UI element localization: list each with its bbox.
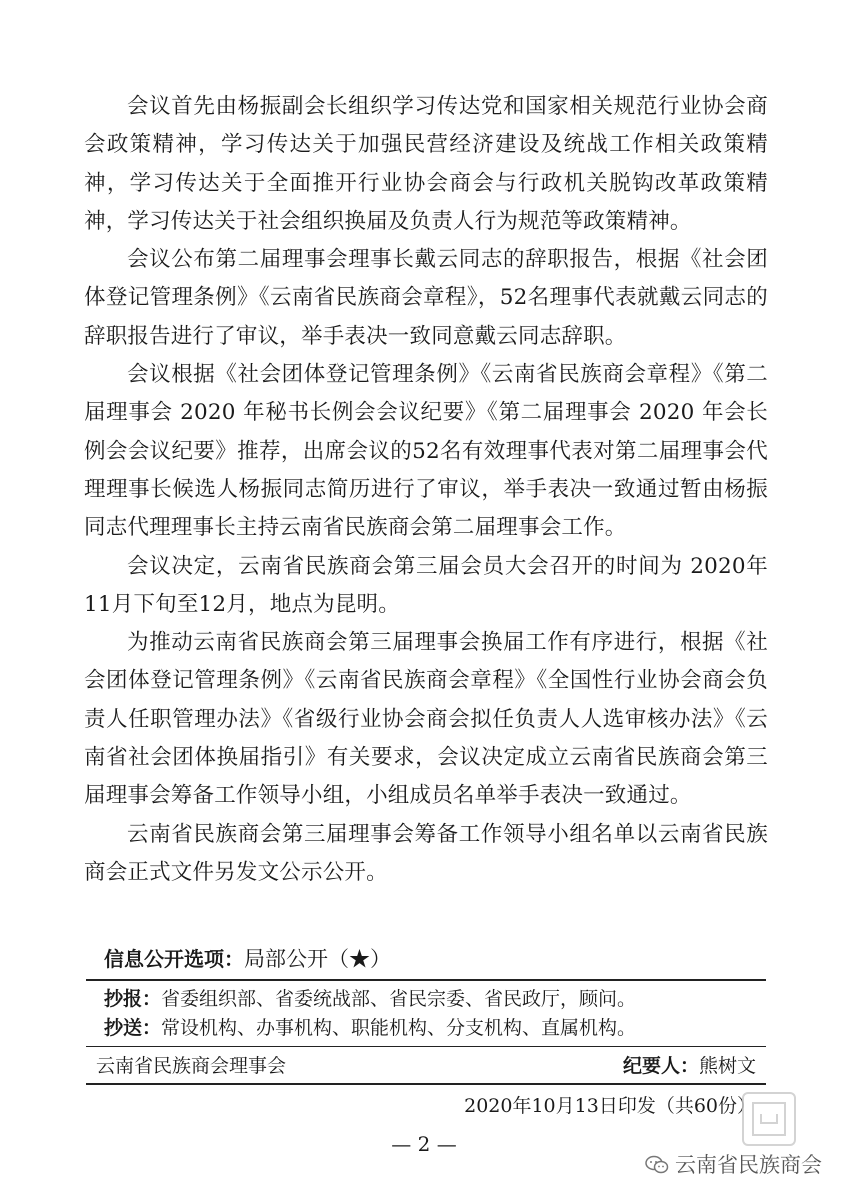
page-number: — 2 —	[391, 1132, 457, 1156]
print-date: 2020年10月13日印发（共60份）	[464, 1095, 756, 1117]
paragraph-acting-chair: 会议根据《社会团体登记管理条例》《云南省民族商会章程》《第二届理事会 2020 年秘书长例会会议纪要》《第二届理事会 2020 年会长例会会议纪要》推荐，出席会议的52名有效理事代表对第二届理事会代理理事长候选人杨振同志简历进行了审议，举手表决一致通过暂由杨振同志代理理事长主持云南省民族商会第二届理事会工作。	[84, 362, 768, 541]
recorder-line	[623, 1052, 756, 1080]
issuer-name: 云南省民族商会理事会	[96, 1055, 287, 1077]
wechat-icon	[645, 1155, 669, 1175]
watermark	[645, 1150, 822, 1180]
cc-report-line	[104, 985, 764, 1013]
recorder-value: 熊树文	[698, 1055, 756, 1077]
watermark-seal-icon	[742, 1092, 796, 1146]
paragraph-group-list: 云南省民族商会第三届理事会筹备工作领导小组名单以云南省民族商会正式文件另发文公示公开。	[84, 821, 768, 885]
disclosure-value: 局部公开（★）	[244, 947, 391, 971]
cc-send-line	[104, 1014, 764, 1042]
disclosure-option	[104, 944, 764, 974]
paragraph-congress-date: 会议决定，云南省民族商会第三届会员大会召开的时间为 2020年11月下旬至12月，地点为昆明。	[84, 553, 768, 617]
minutes-body	[84, 88, 768, 892]
divider-top	[86, 979, 766, 981]
disclosure-label: 信息公开选项：	[104, 947, 244, 971]
cc-report-value: 省委组织部、省委统战部、省民宗委、省民政厅，顾问。	[161, 988, 637, 1010]
watermark-text: 云南省民族商会	[675, 1153, 822, 1177]
recorder-label: 纪要人：	[622, 1055, 699, 1077]
divider-bottom	[86, 1083, 766, 1085]
paragraph-resignation: 会议公布第二届理事会理事长戴云同志的辞职报告，根据《社会团体登记管理条例》《云南省民族商会章程》，52名理事代表就戴云同志的辞职报告进行了审议，举手表决一致同意戴云同志辞职。	[84, 247, 768, 349]
cc-send-label: 抄送：	[104, 1017, 162, 1039]
paragraph-study: 会议首先由杨振副会长组织学习传达党和国家相关规范行业协会商会政策精神，学习传达关于加强民营经济建设及统战工作相关政策精神，学习传达关于全面推开行业协会商会与行政机关脱钩改革政策精神，学习传达关于社会组织换届及负责人行为规范等政策精神。	[84, 94, 768, 234]
cc-report-label: 抄报：	[104, 988, 162, 1010]
cc-send-value: 常设机构、办事机构、职能机构、分支机构、直属机构。	[161, 1017, 637, 1039]
paragraph-preparation-group: 为推动云南省民族商会第三届理事会换届工作有序进行，根据《社会团体登记管理条例》《云南省民族商会章程》《全国性行业协会商会负责人任职管理办法》《省级行业协会商会拟任负责人人选审核办法》《云南省社会团体换届指引》有关要求，会议决定成立云南省民族商会第三届理事会筹备工作领导小组，小组成员名单举手表决一致通过。	[84, 630, 768, 809]
divider-middle	[86, 1046, 766, 1047]
